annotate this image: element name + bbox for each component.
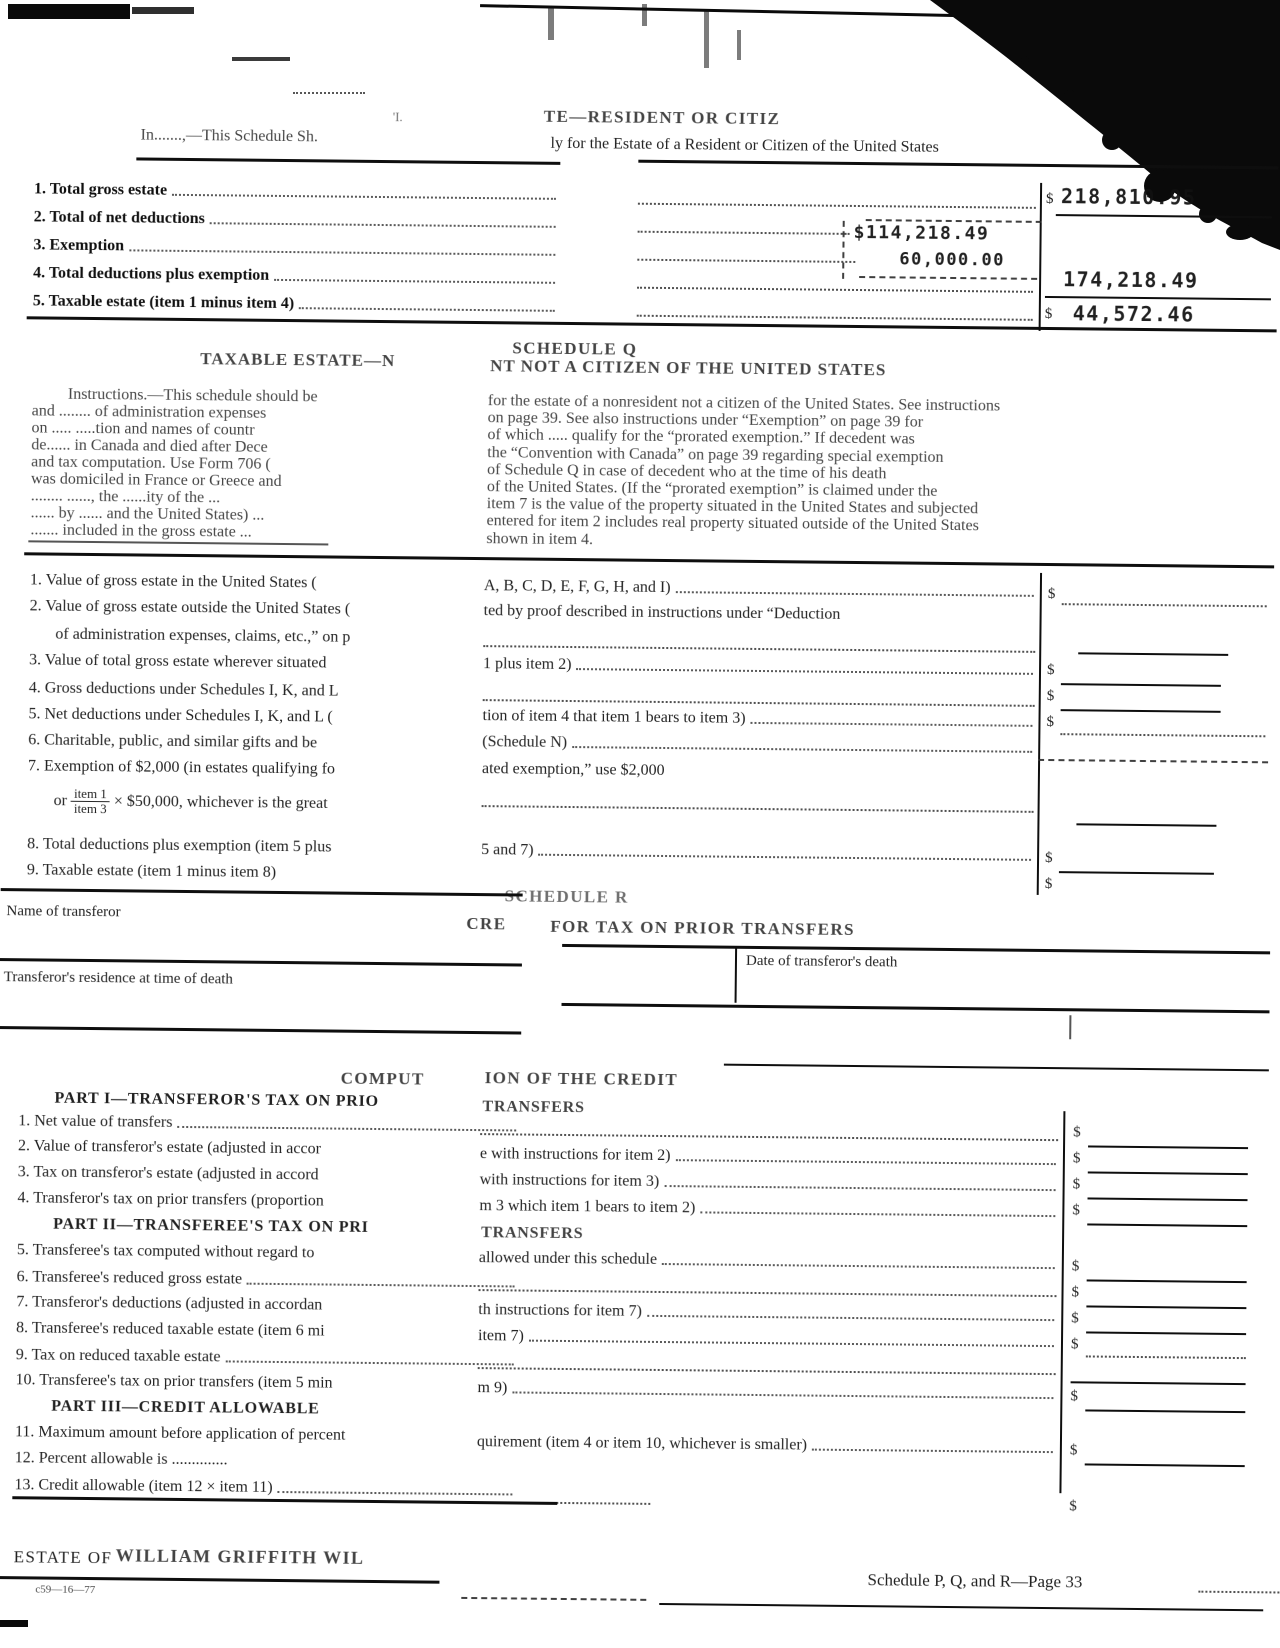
r-item-13 <box>14 1476 514 1499</box>
dotted-leader <box>274 279 555 284</box>
rule <box>1076 823 1216 827</box>
dotted-leader <box>225 1360 513 1365</box>
dotted-leader <box>482 805 1034 813</box>
column-divider <box>1037 573 1042 895</box>
rule <box>1087 1223 1247 1227</box>
dotted-leader <box>483 645 1035 653</box>
dotted-leader <box>529 1340 1054 1348</box>
rule <box>1088 1145 1248 1149</box>
dashed-rule <box>461 1597 646 1601</box>
amount-item-3: 60,000.00 <box>899 249 1006 271</box>
rule <box>0 1026 521 1034</box>
item-cont-label: quirement (item 4 or item 10, whichever is smaller) <box>476 1433 808 1454</box>
schedule-r-credit-left: CRE <box>466 913 507 934</box>
dotted-leader <box>129 249 555 255</box>
schedule-q-heading-left: TAXABLE ESTATE—N <box>200 349 396 371</box>
schedule-p-title: TE—RESIDENT OR CITIZ <box>543 106 781 129</box>
q-item-3: 3. Value of total gross estate wherever situated <box>29 651 327 672</box>
r-item-2-cont <box>480 1145 1058 1169</box>
dotted-leader <box>576 668 1033 675</box>
q-item-7b <box>53 787 327 819</box>
fraction <box>71 787 110 817</box>
dotted-leader <box>1198 1591 1280 1595</box>
dotted-leader <box>480 1133 1058 1141</box>
dollar-sign: $ <box>1046 713 1055 731</box>
rule <box>1045 296 1271 301</box>
rule <box>1087 1279 1247 1283</box>
item-label: 1. Net value of transfers <box>18 1112 173 1131</box>
dotted-leader <box>479 1289 1057 1297</box>
dotted-leader <box>637 287 1033 293</box>
dotted-leader <box>662 1263 1055 1269</box>
rule <box>1087 1197 1247 1201</box>
item-cont-label: th instructions for item 7) <box>478 1301 642 1320</box>
r-item-9 <box>16 1346 516 1369</box>
q-instr-left-line: on ..... .....tion and names of countr <box>31 419 255 439</box>
r-item-5-cont <box>479 1249 1057 1273</box>
dollar-sign: $ <box>1047 586 1056 603</box>
q-item-6: 6. Charitable, public, and similar gifts and be <box>28 731 318 752</box>
q-item-7b-or: or <box>53 792 68 810</box>
dollar-sign: $ <box>1044 305 1053 323</box>
rule <box>562 1003 1270 1013</box>
schedule-r-credit-right: FOR TAX ON PRIOR TRANSFERS <box>550 916 856 940</box>
q-instr-right-line: the “Convention with Canada” on page 39 regarding special exemption <box>487 444 944 466</box>
dotted-leader <box>572 746 1032 753</box>
form-code: c59—16—77 <box>35 1583 96 1597</box>
dollar-sign: $ <box>1071 1284 1080 1301</box>
dashed-rule <box>859 276 1037 280</box>
item-cont-label: 1 plus item 2) <box>482 655 572 674</box>
dollar-sign: $ <box>1070 1388 1079 1405</box>
dollar-sign: $ <box>1072 1176 1081 1193</box>
part-3-heading: PART III—CREDIT ALLOWABLE <box>51 1397 320 1418</box>
q-instr-left-line: and tax computation. Use Form 706 ( <box>31 453 271 473</box>
rule <box>1061 709 1221 713</box>
rule <box>1059 871 1214 875</box>
schedule-p-fragment: 'I. <box>392 109 403 125</box>
schedule-p-item-4 <box>33 264 557 287</box>
dotted-leader <box>539 854 1032 861</box>
item-cont-label: 5 and 7) <box>481 841 534 859</box>
rule <box>1 888 523 896</box>
rule <box>724 1064 1269 1072</box>
r-item-10-cont <box>477 1379 1055 1403</box>
rule <box>136 157 560 164</box>
dollar-sign: $ <box>1071 1310 1079 1327</box>
computation-heading-right: ION OF THE CREDIT <box>484 1068 679 1090</box>
dotted-leader <box>638 203 1036 209</box>
dotted-leader <box>247 1283 515 1288</box>
item-label: 6. Transferee's reduced gross estate <box>16 1268 243 1288</box>
section-rule <box>24 552 1274 568</box>
item-label: 2. Total of net deductions <box>33 208 205 228</box>
q-item-1-cont <box>484 577 1036 601</box>
q-instr-right-line: for the estate of a nonresident not a citizen of the United States. See instructions <box>487 392 1001 415</box>
dotted-leader <box>512 1391 1053 1399</box>
item-cont-label: tion of item 4 that item 1 bears to item 3) <box>482 707 746 727</box>
item-label: 5. Taxable estate (item 1 minus item 4) <box>32 292 295 313</box>
q-instr-left-line: de...... in Canada and died after Dece <box>31 436 268 456</box>
amount-item-1: 218,810.95 <box>1060 184 1197 210</box>
dotted-leader <box>483 699 1035 707</box>
q-item-5-cont <box>482 707 1034 731</box>
item-cont-label: A, B, C, D, E, F, G, H, and I) <box>483 577 671 597</box>
q-instr-left-line: Instructions.—This schedule should be <box>67 385 318 406</box>
dashed-rule <box>842 221 845 279</box>
schedule-p-item-1 <box>34 180 558 203</box>
part-1-heading-right: TRANSFERS <box>482 1098 585 1117</box>
name-of-transferor-label: Name of transferor <box>6 903 121 921</box>
item-cont-label: with instructions for item 3) <box>479 1171 660 1190</box>
dotted-leader <box>647 1315 1054 1321</box>
q-item-7b-rest: × $50,000, whichever is the great <box>113 792 328 812</box>
r-item-5: 5. Transferee's tax computed without regard to <box>16 1241 315 1262</box>
q-instr-right-line: shown in item 4. <box>486 530 594 549</box>
dotted-leader <box>751 722 1033 727</box>
schedule-p-instructions-header: In.......,—This Schedule Sh. <box>140 126 319 146</box>
r-item-3-cont <box>480 1171 1058 1195</box>
r-item-11-cont <box>477 1433 1055 1457</box>
rule <box>659 1603 1263 1612</box>
dotted-leader <box>676 1159 1056 1165</box>
item-label: 3. Exemption <box>33 236 125 255</box>
q-item-2b: of administration expenses, claims, etc.,” on p <box>55 625 351 646</box>
item-cont-label: e with instructions for item 2) <box>479 1145 671 1165</box>
estate-name: WILLIAM GRIFFITH WIL <box>115 1545 365 1568</box>
fraction-denominator: item 3 <box>73 801 107 817</box>
dotted-leader <box>1086 1355 1246 1359</box>
q-item-9: 9. Taxable estate (item 1 minus item 8) <box>26 861 277 881</box>
rule <box>0 1576 439 1584</box>
dotted-leader <box>299 307 555 312</box>
q-item-7-cont: ated exemption,” use $2,000 <box>481 760 665 780</box>
dotted-leader <box>676 591 1034 597</box>
cell-divider <box>735 948 737 1003</box>
q-instr-right-line: of the United States. (If the “prorated exemption” is claimed under the <box>486 478 938 500</box>
r-item-3: 3. Tax on transferor's estate (adjusted in accord <box>17 1163 319 1184</box>
q-item-5: 5. Net deductions under Schedules I, K, and L ( <box>28 705 333 726</box>
item-cont-label: m 9) <box>477 1379 508 1397</box>
r-item-2: 2. Value of transferor's estate (adjusted in accor <box>17 1137 321 1158</box>
dollar-sign: $ <box>1071 1258 1080 1275</box>
amount-item-4: 174,218.49 <box>1063 267 1199 293</box>
dollar-sign: $ <box>1073 1124 1081 1141</box>
r-item-7-cont <box>478 1301 1056 1325</box>
r-item-4-cont <box>479 1197 1057 1221</box>
q-instr-right-line: entered for item 2 includes real property situated outside of the United States <box>486 512 979 535</box>
q-instr-right-line: item 7 is the value of the property situated in the United States and subjected <box>486 495 979 518</box>
dotted-leader <box>177 1126 516 1132</box>
part-1-heading-left: PART I—TRANSFEROR'S TAX ON PRIO <box>54 1089 380 1111</box>
rule <box>1078 652 1228 656</box>
q-item-2: 2. Value of gross estate outside the United States ( <box>29 597 351 618</box>
q-item-7: 7. Exemption of $2,000 (in estates qualifying fo <box>27 757 336 778</box>
dotted-leader <box>638 231 850 235</box>
schedule-r-title: SCHEDULE R <box>504 886 629 907</box>
q-item-3-cont <box>483 655 1035 679</box>
q-item-6-cont <box>482 733 1034 757</box>
dotted-leader <box>812 1449 1053 1454</box>
q-instr-left-line: ....... included in the gross estate ... <box>30 521 252 541</box>
item-label: 9. Tax on reduced taxable estate <box>15 1346 221 1366</box>
rule <box>0 958 522 966</box>
q-instr-left-line: was domiciled in France or Greece and <box>30 470 282 490</box>
q-instr-right-line: on page 39. See also instructions under “Exemption” on page 39 for <box>487 409 924 431</box>
q-instr-left-line: and ........ of administration expenses <box>31 402 267 422</box>
dollar-sign: $ <box>1044 875 1053 893</box>
r-item-8: 8. Transferee's reduced taxable estate (item 6 mi <box>16 1319 325 1340</box>
rule <box>1088 1171 1248 1175</box>
r-item-1 <box>18 1112 518 1135</box>
column-divider <box>1039 183 1043 331</box>
page-label: Schedule P, Q, and R—Page 33 <box>867 1570 1083 1592</box>
rule <box>1085 1409 1245 1413</box>
item-cont-label: m 3 which item 1 bears to item 2) <box>479 1197 696 1217</box>
q-instr-left-line: ........ ......, the ......ity of the ... <box>30 487 221 507</box>
dollar-sign: $ <box>1069 1442 1078 1459</box>
r-item-11: 11. Maximum amount before application of percent <box>14 1423 346 1444</box>
amount-item-5: 44,572.46 <box>1072 301 1195 327</box>
computation-heading-left: COMPUT <box>340 1068 425 1089</box>
q-item-1: 1. Value of gross estate in the United States ( <box>29 571 317 592</box>
dollar-sign: $ <box>1046 662 1055 679</box>
q-item-8: 8. Total deductions plus exemption (item 5 plus <box>27 835 332 856</box>
r-item-12: 12. Percent allowable is .............. <box>14 1449 228 1469</box>
dollar-sign: $ <box>1070 1336 1079 1353</box>
date-of-transferor-death-label: Date of transferor's death <box>745 952 898 971</box>
q-item-9-cont <box>481 841 1033 865</box>
schedule-q-title: SCHEDULE Q <box>512 338 638 359</box>
item-label: 4. Total deductions plus exemption <box>33 264 270 284</box>
item-cont-label: allowed under this schedule <box>478 1249 658 1268</box>
q-item-4: 4. Gross deductions under Schedules I, K, and L <box>28 679 339 700</box>
item-label: 13. Credit allowable (item 12 × item 11) <box>14 1476 273 1496</box>
rule <box>1056 214 1272 218</box>
dotted-leader <box>210 222 556 228</box>
rule <box>638 160 1278 169</box>
rule <box>28 540 328 545</box>
dollar-sign: $ <box>1072 1150 1081 1167</box>
schedule-p-item-3 <box>33 236 557 259</box>
rule <box>1085 1463 1245 1467</box>
item-label: 1. Total gross estate <box>33 180 168 199</box>
rule <box>1086 1331 1246 1335</box>
schedule-p-item-2 <box>34 208 558 231</box>
dotted-leader <box>664 1185 1055 1191</box>
item-cont-label: (Schedule N) <box>482 733 568 751</box>
cell-divider <box>1069 1015 1071 1039</box>
dotted-leader <box>1062 603 1267 607</box>
schedule-p-subtitle: ly for the Estate of a Resident or Citizen of the United States <box>550 134 939 156</box>
item-cont-label: item 7) <box>477 1327 524 1345</box>
schedule-q-heading-right: NT NOT A CITIZEN OF THE UNITED STATES <box>490 356 887 380</box>
dollar-sign: $ <box>1069 1498 1077 1515</box>
dollar-sign: $ <box>1044 849 1053 867</box>
estate-of-label: ESTATE OF <box>13 1547 113 1568</box>
amount-item-2: $114,218.49 <box>853 221 990 245</box>
dollar-sign: $ <box>1045 190 1054 208</box>
dotted-leader <box>172 194 556 200</box>
r-item-6 <box>17 1268 517 1291</box>
q-instr-left-line: ...... by ...... and the United States) ... <box>30 504 265 524</box>
rule <box>1086 1305 1246 1309</box>
dollar-sign: $ <box>1046 688 1055 705</box>
dollar-sign: $ <box>1072 1202 1080 1219</box>
dotted-leader <box>1060 733 1265 737</box>
r-item-7: 7. Transferor's deductions (adjusted in accordan <box>16 1293 323 1314</box>
r-item-10: 10. Transferee's tax on prior transfers (item 5 min <box>15 1371 333 1392</box>
rule <box>562 944 1270 954</box>
rule <box>1061 683 1221 687</box>
dotted-leader <box>700 1211 1055 1217</box>
transferor-residence-label: Transferor's residence at time of death <box>3 969 233 988</box>
dotted-leader <box>278 1491 513 1495</box>
q-instr-right-line: of which ..... qualify for the “prorated exemption.” If decedent was <box>487 426 915 448</box>
dotted-leader <box>637 315 1033 321</box>
part-2-heading-left: PART II—TRANSFEREE'S TAX ON PRI <box>53 1215 369 1236</box>
r-item-4: 4. Transferor's tax on prior transfers (proportion <box>17 1189 324 1210</box>
dotted-leader <box>637 259 855 263</box>
q-instr-right-line: of Schedule Q in case of decedent who at the time of his death <box>487 461 887 483</box>
part-2-heading-right: TRANSFERS <box>481 1224 584 1243</box>
dotted-leader <box>478 1367 1056 1375</box>
fraction-numerator: item 1 <box>71 787 110 803</box>
r-item-8-cont <box>478 1327 1056 1351</box>
q-item-2-cont: ted by proof described in instructions under “Deduction <box>483 602 841 623</box>
dashed-rule <box>1038 759 1268 763</box>
rule <box>1071 1381 1246 1385</box>
column-divider <box>1059 1111 1065 1493</box>
schedule-p-item-5 <box>33 292 557 315</box>
